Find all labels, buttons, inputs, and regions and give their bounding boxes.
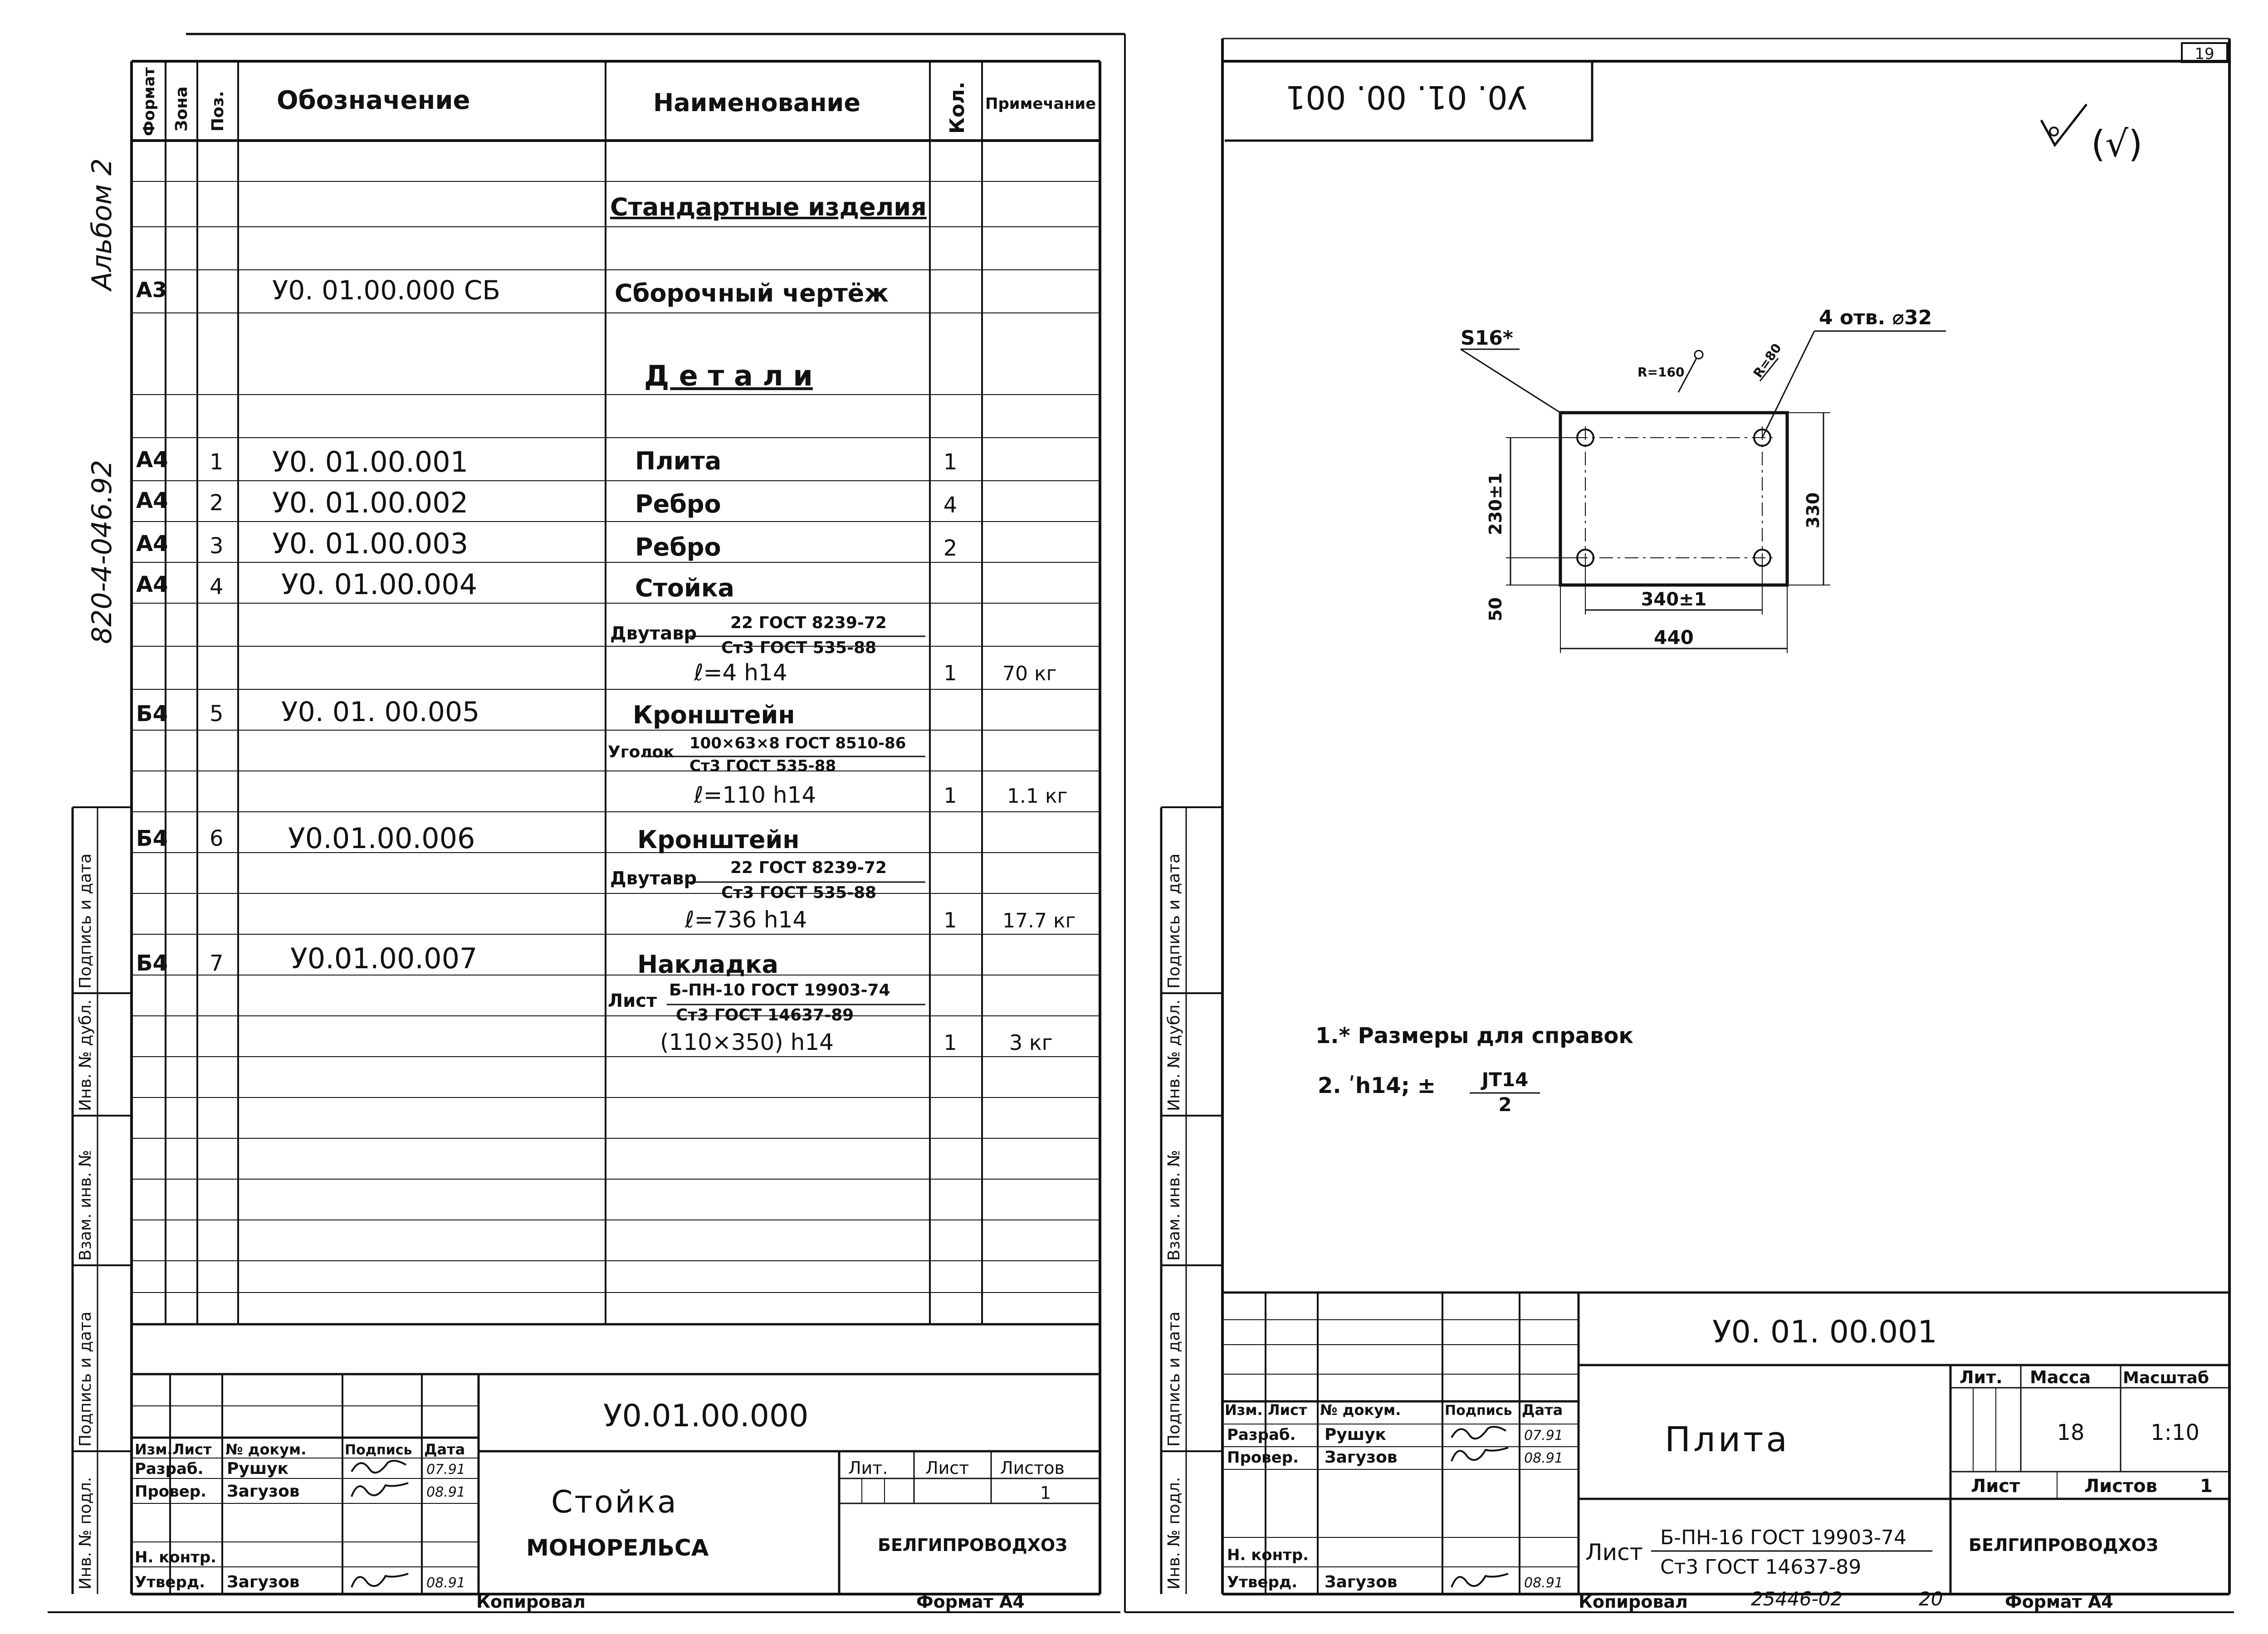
col-sign: Подпись: [345, 1442, 412, 1458]
item-format: Б4: [136, 951, 168, 976]
dim-s16: S16*: [1461, 327, 1513, 350]
name-approver: Загузов: [1325, 1573, 1398, 1591]
dim-r80: R=80: [1750, 341, 1784, 381]
doc-number: У0.01.00.000: [603, 1398, 809, 1434]
material-prefix: Лист: [1585, 1539, 1643, 1566]
name-checker: Загузов: [227, 1482, 300, 1501]
material-note: 3 кг: [1009, 1030, 1053, 1055]
item-name: Ребро: [635, 490, 721, 518]
signature: [1452, 1427, 1506, 1439]
sheets-value: 1: [2200, 1476, 2213, 1497]
material-bottom: Ст3 ГОСТ 535-88: [689, 757, 836, 775]
sheet-label: Лист: [1971, 1476, 2020, 1497]
spec-item-7: [136, 942, 778, 979]
mass-value: 18: [2057, 1420, 2085, 1445]
material-top: Б-ПН-10 ГОСТ 19903-74: [669, 981, 890, 1000]
sheets-label: Листов: [1000, 1458, 1065, 1478]
sheets-value: 1: [1040, 1483, 1051, 1503]
material-length: (110×350) h14: [660, 1029, 834, 1055]
role-norm-control: Н. контр.: [1227, 1546, 1309, 1564]
material-length: ℓ=736 h14: [685, 907, 807, 933]
role-checker: Провер.: [1227, 1449, 1299, 1467]
item-name: Плита: [635, 447, 722, 475]
material-bottom: Ст3 ГОСТ 14637-89: [676, 1006, 854, 1024]
assembly-designation: У0. 01.00.000 СБ: [272, 275, 501, 306]
item4-material: [610, 614, 1057, 686]
date-checker: 08.91: [1524, 1450, 1563, 1466]
format-label: Формат А4: [916, 1592, 1025, 1612]
item-format: А4: [136, 488, 168, 513]
date-approver: 08.91: [1524, 1575, 1563, 1591]
spec-item-6: [136, 822, 800, 855]
item-designation: У0.01.00.006: [288, 822, 475, 855]
material-length: ℓ=4 h14: [694, 659, 787, 686]
item-name: Ребро: [635, 533, 721, 561]
dim-50: 50: [1486, 597, 1505, 621]
item-name: Кронштейн: [637, 825, 800, 854]
col-doc: № докум.: [225, 1441, 307, 1458]
item-designation: У0. 01. 00.005: [281, 696, 480, 728]
copy-number: 25446-02: [1751, 1588, 1843, 1610]
item-format: А4: [136, 447, 168, 473]
dim-340: 340±1: [1641, 589, 1707, 610]
margin-label-sign-date-2: Подпись и дата: [76, 1311, 95, 1447]
format-label: Формат А4: [2005, 1592, 2113, 1612]
copied-label: Копировал: [1579, 1592, 1688, 1612]
spec-item-3: [136, 527, 957, 561]
item-pos: 6: [210, 826, 224, 851]
date-approver: 08.91: [426, 1575, 465, 1591]
album-label: Альбом 2: [86, 158, 118, 290]
item-designation: У0. 01.00.002: [272, 486, 469, 519]
section-details: Д е т а л и: [644, 359, 813, 392]
item-qty: 4: [943, 493, 958, 518]
material-top: 100×63×8 ГОСТ 8510-86: [689, 734, 906, 752]
item-pos: 1: [210, 449, 224, 475]
name-checker: Загузов: [1325, 1448, 1398, 1467]
note-2-prefix: 2. ʹh14; ±: [1318, 1073, 1436, 1098]
margin-label-sign-date-2: Подпись и дата: [1165, 1311, 1183, 1447]
signature: [352, 1461, 406, 1473]
margin-label-repl-inv: Взам. инв. №: [1165, 1150, 1183, 1261]
lit-label: Лит.: [1960, 1367, 2003, 1387]
item-qty: 2: [943, 536, 958, 561]
signature: [352, 1483, 408, 1497]
sheet-label: Лист: [925, 1458, 969, 1478]
item-pos: 7: [210, 951, 224, 976]
header-note: Примечание: [985, 95, 1096, 113]
scale-value: 1:10: [2151, 1420, 2200, 1445]
material-prefix: Двутавр: [610, 868, 697, 889]
item-format: Б4: [136, 701, 168, 727]
item-designation: У0. 01.00.004: [281, 568, 478, 601]
role-developer: Разраб.: [135, 1460, 204, 1478]
item6-material: [610, 858, 1076, 933]
col-list: Лист: [172, 1441, 212, 1458]
section-standard: Стандартные изделия: [610, 193, 927, 221]
name-developer: Рушук: [1325, 1425, 1386, 1444]
sheets-label: Листов: [2084, 1476, 2157, 1497]
col-izm: Изм.: [1225, 1401, 1263, 1419]
margin-label-repl-inv: Взам. инв. №: [76, 1150, 95, 1261]
spec-item-4: [136, 568, 734, 602]
item-format: А4: [136, 572, 168, 597]
material-top: 22 ГОСТ 8239-72: [730, 614, 887, 632]
org-name: БЕЛГИПРОВОДХОЗ: [1969, 1535, 2159, 1555]
roughness-symbol: (√): [2091, 123, 2143, 165]
assembly-name: Сборочный чертёж: [615, 279, 889, 307]
name-approver: Загузов: [227, 1573, 300, 1591]
item-qty: 1: [943, 449, 958, 475]
note-1: 1.* Размеры для справок: [1315, 1023, 1633, 1049]
header-name: Наименование: [653, 88, 861, 117]
item-designation: У0.01.00.007: [290, 942, 478, 975]
material-bottom: Ст3 ГОСТ 14637-89: [1660, 1556, 1862, 1579]
date-developer: 07.91: [1524, 1428, 1563, 1444]
header-format: Формат: [140, 67, 158, 136]
item7-material: [608, 981, 1053, 1055]
material-top: 22 ГОСТ 8239-72: [730, 858, 887, 877]
margin-label-dup-inv: Инв. № дубл.: [76, 999, 95, 1111]
item-pos: 3: [210, 533, 224, 559]
name-developer: Рушук: [227, 1459, 288, 1478]
material-qty: 1: [943, 783, 957, 808]
signature: [1452, 1574, 1508, 1587]
material-note: 70 кг: [1002, 662, 1057, 685]
dim-holes: 4 отв. ⌀32: [1819, 306, 1932, 329]
col-izm: Изм.: [135, 1441, 173, 1458]
item-name: Стойка: [635, 574, 734, 602]
dim-440: 440: [1654, 626, 1694, 649]
role-norm-control: Н. контр.: [135, 1548, 217, 1566]
material-note: 1.1 кг: [1007, 785, 1068, 808]
material-qty: 1: [943, 908, 957, 932]
sheet-number: 19: [2195, 45, 2214, 63]
material-bottom: Ст3 ГОСТ 535-88: [721, 639, 877, 657]
assembly-format: А3: [136, 278, 167, 302]
material-qty: 1: [943, 661, 957, 685]
header-designation: Обозначение: [277, 86, 470, 115]
item-pos: 5: [210, 701, 224, 727]
col-date: Дата: [1522, 1401, 1563, 1419]
spec-item-2: [136, 486, 957, 519]
dim-230: 230±1: [1486, 473, 1505, 535]
role-approver: Утверд.: [1227, 1573, 1298, 1591]
mass-label: Масса: [2030, 1367, 2091, 1387]
item-format: Б4: [136, 826, 168, 851]
material-prefix: Лист: [608, 990, 657, 1011]
date-developer: 07.91: [426, 1462, 465, 1478]
material-note: 17.7 кг: [1002, 909, 1076, 932]
doc-title-2: МОНОРЕЛЬСА: [526, 1535, 709, 1561]
org-name: БЕЛГИПРОВОДХОЗ: [878, 1535, 1068, 1555]
spec-item-5: [136, 696, 795, 729]
date-checker: 08.91: [426, 1484, 465, 1500]
col-list: Лист: [1268, 1401, 1307, 1419]
signature: [1452, 1448, 1508, 1461]
material-length: ℓ=110 h14: [694, 782, 816, 808]
item-name: Кронштейн: [633, 701, 795, 729]
part-title: Плита: [1665, 1419, 1790, 1459]
material-prefix: Двутавр: [610, 623, 697, 644]
album-code: 820-4-046.92: [86, 460, 118, 644]
material-bottom: Ст3 ГОСТ 535-88: [721, 883, 877, 902]
scale-label: Масштаб: [2123, 1369, 2209, 1387]
note-2-denominator: 2: [1498, 1093, 1512, 1116]
role-developer: Разраб.: [1227, 1426, 1296, 1444]
col-doc: № докум.: [1320, 1401, 1401, 1419]
margin-label-dup-inv: Инв. № дубл.: [1165, 999, 1183, 1111]
role-approver: Утверд.: [135, 1573, 205, 1591]
margin-label-sign-date-1: Подпись и дата: [1165, 853, 1183, 989]
item-pos: 4: [210, 574, 224, 600]
note-2-numerator: JT14: [1481, 1068, 1529, 1091]
signature: [352, 1574, 408, 1587]
col-sign: Подпись: [1445, 1403, 1512, 1419]
header-qty: Кол.: [946, 81, 969, 134]
mirrored-stamp: У0. 01. 00. 001: [1285, 78, 1527, 116]
role-checker: Провер.: [135, 1483, 206, 1501]
item-designation: У0. 01.00.003: [272, 527, 469, 560]
item-name: Накладка: [637, 950, 778, 979]
copy-page: 20: [1919, 1588, 1943, 1610]
spec-item-1: [136, 445, 957, 478]
dim-r160: R=160: [1637, 365, 1685, 380]
item-format: А4: [136, 531, 168, 556]
dim-330: 330: [1803, 492, 1823, 528]
margin-label-sign-date-1: Подпись и дата: [76, 853, 95, 989]
lit-label: Лит.: [848, 1458, 888, 1478]
material-top: Б-ПН-16 ГОСТ 19903-74: [1660, 1526, 1906, 1549]
part-doc-number: У0. 01. 00.001: [1712, 1314, 1937, 1350]
margin-label-orig-inv: Инв. № подл.: [1165, 1477, 1183, 1590]
material-qty: 1: [943, 1030, 957, 1055]
material-prefix: Уголок: [608, 743, 675, 761]
copied-label: Копировал: [476, 1592, 586, 1612]
margin-label-orig-inv: Инв. № подл.: [76, 1477, 95, 1590]
col-date: Дата: [424, 1441, 465, 1458]
header-zone: Зона: [172, 86, 191, 132]
item-designation: У0. 01.00.001: [272, 445, 469, 478]
doc-title-1: Стойка: [551, 1484, 678, 1520]
header-pos: Поз.: [209, 91, 227, 132]
item-pos: 2: [210, 490, 224, 516]
plate-outline: [1560, 413, 1787, 585]
